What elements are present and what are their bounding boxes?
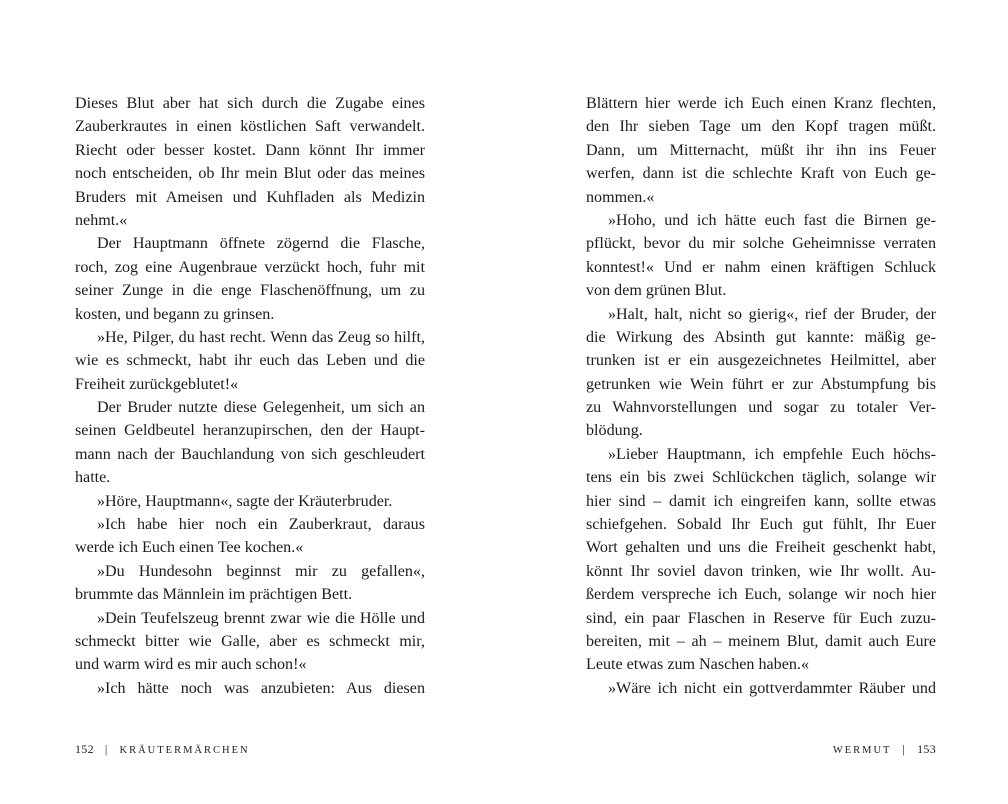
text-line: seinen Geldbeutel heranzupirschen, den der Haupt- bbox=[75, 422, 425, 440]
text-line: von dem grünen Blut. bbox=[586, 282, 727, 300]
text-line: »Höre, Hauptmann«, sagte der Kräuterbruder. bbox=[97, 492, 393, 510]
text-line: den Ihr sieben Tage um den Kopf tragen müßt. bbox=[586, 118, 936, 136]
text-line: werde ich Euch einen Tee kochen.« bbox=[75, 539, 304, 557]
text-line: Wort gehalten und uns die Freiheit geschenkt habt, bbox=[586, 539, 936, 557]
footer-separator: | bbox=[104, 742, 109, 756]
text-line: brummte das Männlein im prächtigen Bett. bbox=[75, 586, 353, 604]
footer-separator: | bbox=[902, 742, 907, 756]
text-line: Bruders mit Ameisen und Kuhfladen als Medizin bbox=[75, 188, 425, 206]
text-line: kosten, und begann zu grinsen. bbox=[75, 305, 275, 323]
running-head: WERMUT bbox=[832, 745, 892, 756]
text-line: Leute etwas zum Naschen haben.« bbox=[586, 656, 809, 674]
text-line: hier sind – damit ich eingreifen kann, sollte etwas bbox=[586, 492, 936, 510]
right-page bbox=[556, 0, 936, 804]
text-line: zu Wahnvorstellungen und sogar zu totaler Ver- bbox=[586, 399, 936, 417]
left-page-footer bbox=[75, 741, 250, 759]
text-line: tens ein bis zwei Schlückchen täglich, solange wir bbox=[586, 469, 936, 487]
right-page-text bbox=[586, 92, 936, 700]
left-page-text bbox=[75, 92, 425, 700]
text-line: sind, ein paar Flaschen in Reserve für Euch zuzu- bbox=[586, 609, 936, 627]
left-page bbox=[75, 0, 455, 804]
text-line: Der Hauptmann öffnete zögernd die Flasche, bbox=[97, 235, 425, 253]
text-line: könnt Ihr soviel davon trinken, wie Ihr wollt. Au- bbox=[586, 562, 936, 580]
text-line: »Halt, halt, nicht so gierig«, rief der Bruder, der bbox=[608, 305, 936, 323]
text-line: schmeckt bitter wie Galle, aber es schmeckt mir, bbox=[75, 632, 425, 650]
text-line: noch entscheiden, ob Ihr mein Blut oder das meines bbox=[75, 165, 425, 183]
text-line: und warm wird es mir auch schon!« bbox=[75, 656, 307, 674]
text-line: »Ich hätte noch was anzubieten: Aus diesen bbox=[97, 679, 425, 697]
right-page-footer bbox=[833, 741, 936, 759]
text-line: Dann, um Mitternacht, müßt ihr ihn ins Feuer bbox=[586, 141, 936, 159]
text-line: bereiten, mit – ah – meinem Blut, damit auch Eure bbox=[586, 632, 936, 650]
running-head: KRÄUTERMÄRCHEN bbox=[119, 745, 250, 756]
text-line: »Dein Teufelszeug brennt zwar wie die Hölle und bbox=[97, 609, 425, 627]
text-line: Zauberkrautes in einen köstlichen Saft verwandelt. bbox=[75, 118, 425, 136]
text-line: »Lieber Hauptmann, ich empfehle Euch höchs- bbox=[608, 445, 936, 463]
text-line: nommen.« bbox=[586, 188, 655, 206]
text-line: die Wirkung des Absinth gut kannte: mäßig ge- bbox=[586, 328, 936, 346]
page-number: 152 bbox=[75, 742, 94, 756]
text-line: seiner Zunge in die enge Flaschenöffnung, um zu bbox=[75, 282, 425, 300]
text-line: trunken ist er ein ausgezeichnetes Heilmittel, aber bbox=[586, 352, 936, 370]
text-line: nehmt.« bbox=[75, 211, 128, 229]
text-line: Riecht oder besser kostet. Dann könnt Ihr immer bbox=[75, 141, 425, 159]
text-line: werfen, dann ist die schlechte Kraft von Euch ge- bbox=[586, 165, 936, 183]
text-line: »Hoho, und ich hätte euch fast die Birnen ge- bbox=[608, 211, 936, 229]
text-line: wie es schmeckt, habt ihr euch das Leben und die bbox=[75, 352, 425, 370]
text-line: pflückt, bevor du mir solche Geheimnisse verraten bbox=[586, 235, 936, 253]
text-line: mann nach der Bauchlandung von sich geschleudert bbox=[75, 445, 425, 463]
text-line: blödung. bbox=[586, 422, 643, 440]
text-line: hatte. bbox=[75, 469, 111, 487]
text-line: »Du Hundesohn beginnst mir zu gefallen«, bbox=[97, 562, 425, 580]
text-line: Blättern hier werde ich Euch einen Kranz flechten, bbox=[586, 95, 936, 112]
text-line: »Ich habe hier noch ein Zauberkraut, daraus bbox=[97, 516, 425, 534]
text-line: konntest!« Und er nahm einen kräftigen Schluck bbox=[586, 258, 936, 276]
page-number: 153 bbox=[917, 742, 936, 756]
text-line: »He, Pilger, du hast recht. Wenn das Zeug so hilft, bbox=[97, 328, 425, 346]
text-line: »Wäre ich nicht ein gottverdammter Räuber und bbox=[608, 679, 936, 697]
text-line: Der Bruder nutzte diese Gelegenheit, um sich an bbox=[97, 399, 425, 417]
text-line: Freiheit zurückgeblutet!« bbox=[75, 375, 239, 393]
text-line: Dieses Blut aber hat sich durch die Zugabe eines bbox=[75, 95, 425, 112]
text-line: ßerdem verspreche ich Euch, solange wir noch hier bbox=[586, 586, 936, 604]
text-line: getrunken wie Wein führt er zur Abstumpfung bis bbox=[586, 375, 936, 393]
text-line: roch, zog eine Augenbraue verzückt hoch, fuhr mit bbox=[75, 258, 425, 276]
text-line: schiefgehen. Sobald Ihr Euch gut fühlt, Ihr Euer bbox=[586, 516, 936, 534]
